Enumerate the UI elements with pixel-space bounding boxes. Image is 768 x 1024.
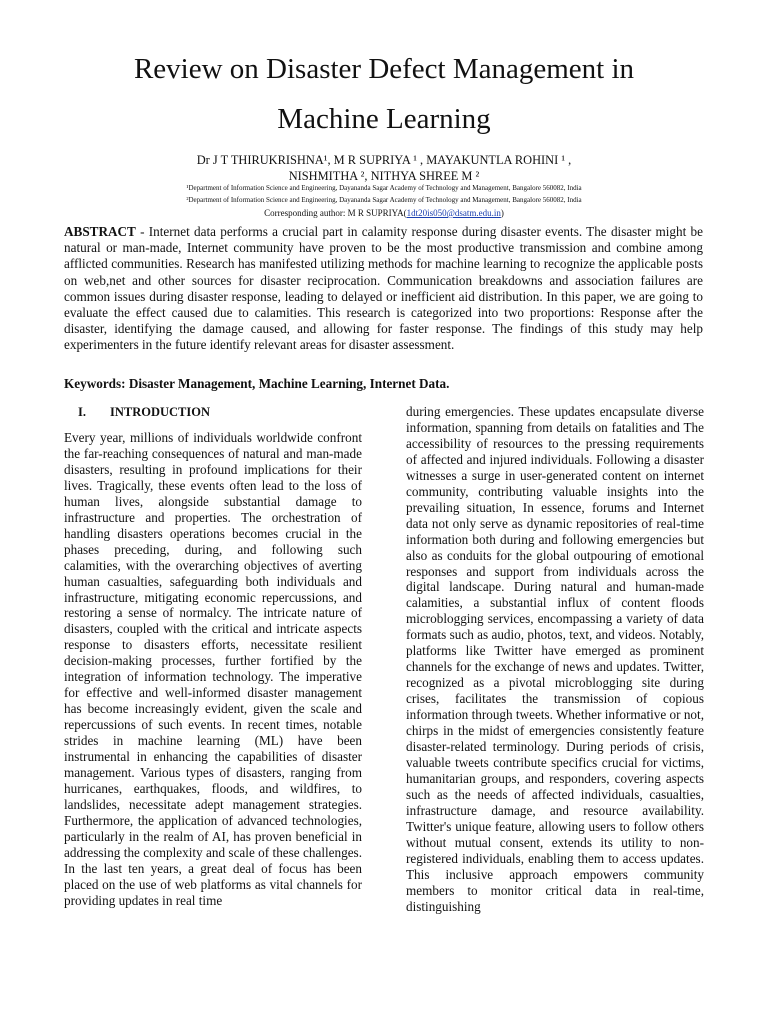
paper-title-line-1: Review on Disaster Defect Management in [133,53,635,85]
section-title: INTRODUCTION [110,405,211,419]
section-heading [78,404,210,420]
corresponding-author-prefix: Corresponding author: M R SUPRIYA( [264,208,407,218]
abstract-text: - Internet data performs a crucial part in calamity response during disaster events. The disaster might be natural or man-made, Internet community have proven to be the most productive transmission and combine among afflicted communities. Research has manifested utilizing methods for machine learning to recognize the applicable posts on web,net and other sources for disaster reciprocation. Communication breakdowns and association failures are common issues during disaster response, leading to delayed or inefficient aid distribution. In this paper, we are going to evaluate the effect caused due to calamities. This research is categorized into two proportions: Response after the disaster, identifying the damage caused, and allowing for faster response. The findings of this study may help experimenters in the future identify relevant areas for disaster assessment. [64,224,703,353]
authors-line-1: Dr J T THIRUKRISHNA¹, M R SUPRIYA ¹ , MAYAKUNTLA ROHINI ¹ , [196,153,572,167]
paper-title-line-2: Machine Learning [277,103,491,135]
body-right-column: during emergencies. These updates encapsulate diverse information, spanning from details on fatalities and The accessibility of resources to the pressing requirements of affected and injured individuals. Following a disaster witnesses a surge in user-generated content on internet community, contributing valuable insights into the prevailing situation, In essence, forums and Internet data not only serve as dynamic repositories of real-time information both during and following emergencies but also as conduits for the global outpouring of emotional responses and support from individuals across the digital landscape. During natural and human-made calamities, a substantial influx of content floods microblogging services, encompassing a variety of data formats such as audio, photos, text, and videos. Notably, platforms like Twitter have emerged as prominent channels for the exchange of news and updates. Twitter, recognized as a pivotal microblogging site during crises, facilitates the transmission of copious information through tweets. Whether informative or not, chirps in the midst of emergencies consistently feature disaster-related terminology. During periods of crisis, valuable tweets contribute specifics crucial for victims, humanitarian groups, and responders, covering aspects such as the needs of affected individuals, casualties, infrastructure damage, and resource availability. Twitter's unique feature, allowing users to follow others without mutual consent, extends its utility to non-registered individuals, enabling them to access updates. This inclusive approach empowers community members to monitor critical data in real-time, distinguishing [406,404,704,914]
abstract [64,224,703,354]
affiliation-1: ¹Department of Information Science and Engineering, Dayananda Sagar Academy of Technology and Management, Bangalore 560082, India [186,184,582,192]
abstract-label: ABSTRACT [64,224,136,239]
authors-line-2: NISHMITHA ², NITHYA SHREE M ² [288,169,480,183]
corresponding-author-suffix: ) [500,208,504,218]
corresponding-author [40,207,728,220]
keywords: Keywords: Disaster Management, Machine Learning, Internet Data. [64,376,450,391]
corresponding-email-link[interactable]: 1dt20is050@dsatm.edu.in [406,208,501,218]
affiliation-2: ²Department of Information Science and Engineering, Dayananda Sagar Academy of Technology and Management, Bangalore 560082, India [186,196,582,204]
section-number: I. [78,405,86,419]
body-left-column: Every year, millions of individuals worldwide confront the far-reaching consequences of natural and man-made disasters, resulting in profound implications for their lives. Tragically, these events often lead to the loss of human lives, alongside substantial damage to infrastructure and properties. The orchestration of handling disasters operations becomes crucial in the phases preceding, during, and following such calamities, with the overarching objectives of averting human casualties, safeguarding both individuals and infrastructure, mitigating economic repercussions, and restoring a sense of normalcy. The intricate nature of disasters, coupled with the critical and intricate aspects response to disasters efforts, necessitate resilient decision-making processes, further fortified by the integration of information technology. The imperative for effective and well-informed disaster management has become increasingly evident, given the scale and repercussions of such events. In recent times, notable strides in machine learning (ML) have been instrumental in enhancing the capabilities of disaster management. Various types of disasters, ranging from hurricanes, earthquakes, floods, and wildfires, to landslides, necessitate adept management strategies. Furthermore, the application of advanced technologies, particularly in the realm of AI, has proven beneficial in addressing the complexity and scale of these challenges. In the last ten years, a great deal of focus has been placed on the use of web platforms as vital channels for providing updates in real time [64,430,362,908]
